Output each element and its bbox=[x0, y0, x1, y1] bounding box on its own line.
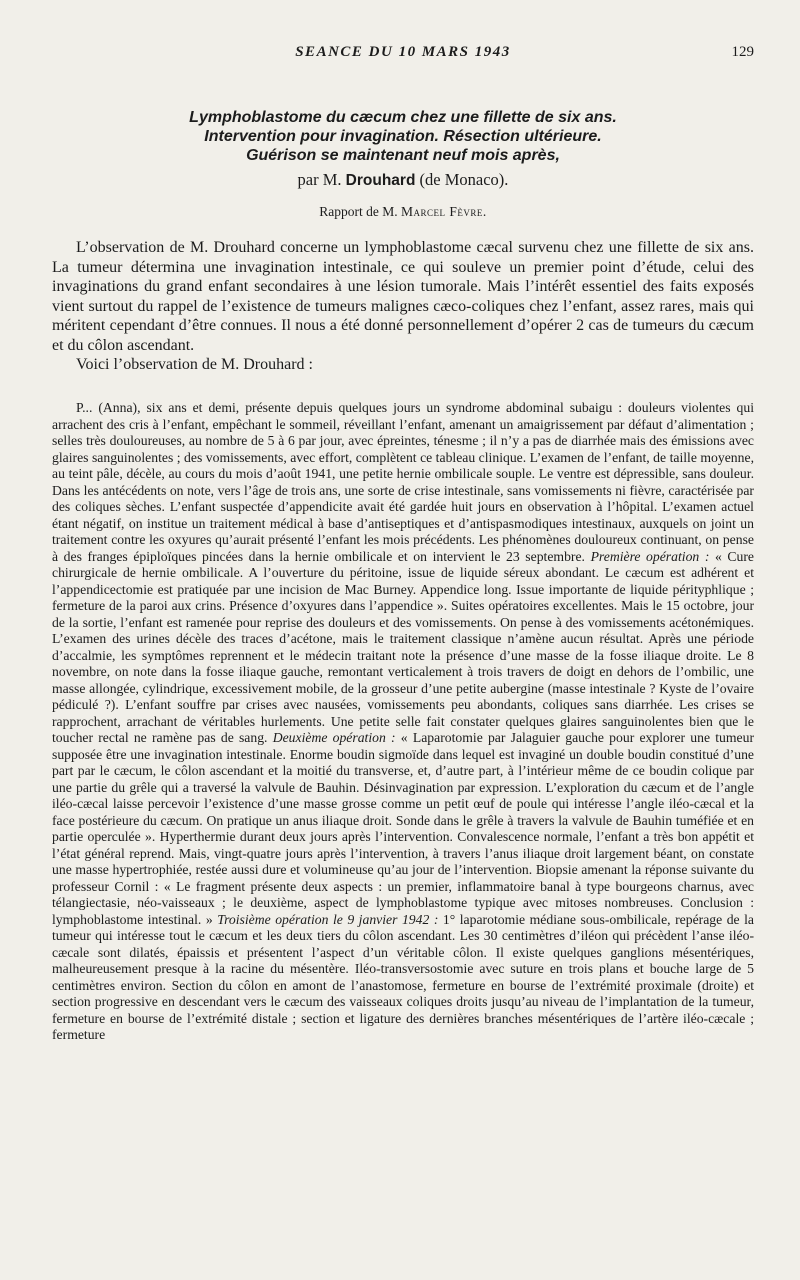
intro-paragraph: L’observation de M. Drouhard concerne un lymphoblastome cæcal survenu chez une fillette de six ans. La tumeur détermina une invagination intestinale, ce qui souleve un premier point d’étude, celui des invaginations du grand enfant secondaires à une lésion tumorale. Mais l’intérêt essentiel des faits exposés vient surtout du rappel de l’existence de tumeurs malignes cæco-coliques chez l’enfant, assez rares, mais qui méritent cependant d’être connues. Il nous a été donné personnellement d’opérer 2 cas de tumeurs du cæcum et du côlon ascendant. bbox=[52, 239, 754, 354]
title-line-1: Lymphoblastome du cæcum chez une fillette de six ans. bbox=[189, 109, 617, 126]
second-operation-label: Deuxième opération : bbox=[272, 730, 396, 745]
observation-paragraph bbox=[52, 400, 754, 1044]
third-operation-label: Troisième opération le 9 janvier 1942 : bbox=[217, 911, 439, 927]
title-line-3: Guérison se maintenant neuf mois après, bbox=[246, 147, 560, 164]
observation-part-1: P... (Anna), six ans et demi, présente depuis quelques jours un syndrome abdominal subaigu : douleurs violentes qui arrachent des cris à l’enfant, empêchant le sommeil, réveillant l’enfant, amenant un amaigrissement par défaut d’alimentation ; selles très douloureuses, au nombre de 5 à 6 par jour, avec épreintes, ténesme ; il n’y a pas de diarrhée mais des émissions avec glaires sanguinolentes ; des vomissements, avec effort, complètent ce tableau clinique. L’examen de l’enfant, de taille moyenne, au teint pâle, décèle, au cours du mois d’août 1941, une petite hernie ombilicale souple. Le ventre est dépressible, sans douleur. Dans les antécédents on note, vers l’âge de trois ans, une sorte de crise intestinale, sans vomissements ni fièvre, caractérisée par des coliques sèches. L’enfant suspectée d’appendicite avait été gardée huit jours en observation à l’hôpital. L’examen actuel étant négatif, on institue un traitement médical à base d’antiseptiques et d’antispasmodiques intestinaux, auxquels on joint un traitement contre les oxyures qu’aurait présenté l’enfant les mois précédents. Les phénomènes douloureux continuant, on pense à des franges épiploïques pincées dans la hernie ombilicale et on intervient le 23 septembre. bbox=[52, 400, 754, 564]
author-name: Drouhard bbox=[345, 172, 416, 189]
author-prefix: par M. bbox=[297, 170, 342, 189]
title-line-2: Intervention pour invagination. Résection ultérieure. bbox=[204, 128, 602, 145]
intro-paragraph: Voici l’observation de M. Drouhard : bbox=[76, 356, 313, 373]
observation-part-3: « Laparotomie par Jalaguier gauche pour explorer une tumeur supposée être une invagination intestinale. Enorme boudin sigmoïde dans lequel est invaginé un double boudin constitué d’une part par le cæcum, le côlon ascendant et la moitié du transverse, et, d’autre part, à l’intérieur même de ce boudin colique par une partie du grêle qui a traversé la valvule de Bauhin. Désinvagination par expression. L’exploration du cæcum et de l’angle iléo-cæcal laisse percevoir l’existence d’une masse grosse comme un petit œuf de poule qui intéresse l’angle iléo-cæcal et la face postérieure du cæcum. On pratique un anus iliaque droit. Sonde dans le grêle à travers la valvule de Bauhin tuméfiée et en partie operculée ». Hyperthermie durant deux jours après l’intervention. Convalescence normale, l’enfant a très bon appétit et l’état général reprend. Mais, vingt-quatre jours après l’intervention, à travers l’anus iliaque droit largement béant, on constate une masse hypertrophiée, restée aussi dure et volumineuse qu’au jour de l’intervention. Biopsie amenant la réponse suivante du professeur Cornil : « Le fragment présente deux aspects : un premier, inflammatoire banal à type bourgeons charnus, avec télangiectasie, néo-vaisseaux ; le deuxième, aspect de lymphoblastome typique avec mitoses nombreuses. Conclusion : lymphoblastome intestinal. » bbox=[52, 730, 754, 927]
page-number: 129 bbox=[731, 44, 754, 60]
observation-text bbox=[52, 400, 754, 1044]
report-prefix: Rapport de M. bbox=[319, 204, 398, 219]
author-line bbox=[52, 170, 754, 190]
intro-text bbox=[52, 238, 754, 375]
article-title bbox=[52, 108, 754, 165]
report-line bbox=[52, 204, 754, 220]
first-operation-label: Première opération : bbox=[590, 548, 710, 564]
running-head bbox=[52, 44, 754, 68]
running-title: SEANCE DU 10 MARS 1943 bbox=[295, 44, 511, 60]
reporter-name: Marcel Fèvre. bbox=[400, 204, 487, 219]
observation-part-2: « Cure chirurgicale de hernie ombilicale. A l’ouverture du péritoine, issue de liquide séreux abondant. Le cæcum est adhérent et l’appendicectomie est pratiquée par une incision de Mac Burney. Appendice long. Issue importante de liquide pérityphlique ; fermeture de la paroi aux crins. Présence d’oxyures dans l’appendice ». Suites opératoires excellentes. Mais le 15 octobre, jour de la sortie, l’enfant est ramenée pour reprise des douleurs et des vomissements. On pense à des vomissements acétonémiques. L’examen des urines décèle des traces d’acétone, mais le traitement classique n’amène aucun résultat. Après une période d’accalmie, les symptômes reprennent et le médecin traitant note la présence d’une masse de la fosse iliaque droite. Le 8 novembre, on note dans la fosse iliaque gauche, remontant verticalement à trois travers de doigt en dehors de l’ombilic, une masse allongée, cylindrique, excessivement mobile, de la grosseur d’une petite aubergine (masse intestinale ? Kyste de l’ovaire pédiculé ?). L’enfant souffre par crises avec nausées, vomissements peu abondants, coliques sans diarrhée. Les crises se rapprochent, arrachant de véritables hurlements. Une petite selle fait constater quelques glaires sanguinolentes bien que le toucher rectal ne ramène pas de sang. bbox=[52, 548, 755, 745]
author-suffix: (de Monaco). bbox=[419, 170, 509, 189]
observation-part-4: 1° laparotomie médiane sous-ombilicale, repérage de la tumeur qui intéresse tout le cæcum et les deux tiers du côlon ascendant. Les 30 centimètres d’iléon qui précèdent l’anse iléo-cæcale sont dilatés, épaissis et présentent l’aspect d’un véritable côlon. Il existe quelques ganglions mésentériques, malheureusement presque à la racine du mésentère. Iléo-transversostomie avec suture en trois plans et bouche large de 5 centimètres environ. Section du côlon en amont de l’anastomose, fermeture en bourse de l’extrémité proximale (droite) et section progressive en descendant vers le cæcum des vaisseaux coliques droits jusqu’au niveau de l’implantation de la tumeur, fermeture en bourse de l’extrémité distale ; section et ligature des dernières branches mésentériques de l’artère iléo-cæcale ; fermeture bbox=[52, 911, 755, 1042]
